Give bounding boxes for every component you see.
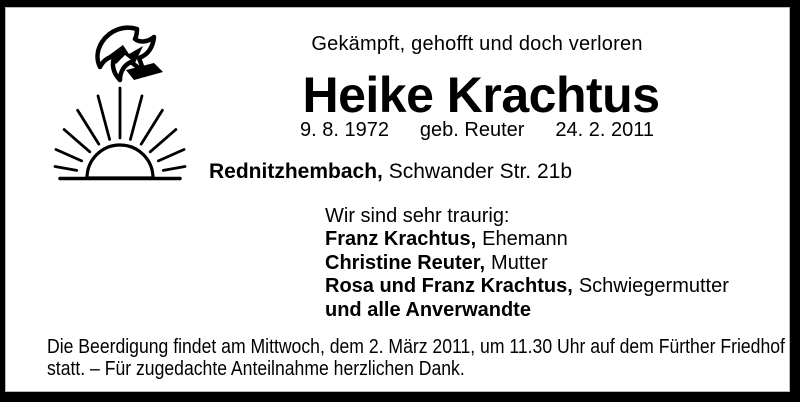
dove-icon [98,28,163,80]
residence-town: Rednitzhembach, [209,160,383,183]
mourner-name: Rosa und Franz Krachtus, [325,275,573,298]
residence-line [209,161,572,182]
mourner-role: Wir sind sehr traurig: [325,205,510,227]
mourner-name: Franz Krachtus, [325,228,477,251]
funeral-line: Die Beerdigung findet am Mittwoch, dem 2. März 2011, um 11.30 Uhr auf dem Fürther Friedhof [47,336,785,358]
dove-sun-logo [40,15,200,195]
mourner-line [325,205,729,228]
notice-sheet [5,7,790,392]
mourner-role: Ehemann [482,228,568,251]
mourners-list [325,205,729,322]
mourner-line [325,299,729,322]
mourner-line [325,275,729,298]
rising-sun-icon [55,88,185,179]
residence-street: Schwander Str. 21b [388,160,573,183]
funeral-line: statt. – Für zugedachte Anteilnahme herzlichen Dank. [47,358,465,380]
mourner-role: Mutter [491,251,548,274]
deceased-name: Heike Krachtus [302,67,660,123]
epigraph: Gekämpft, gehofft und doch verloren [311,33,643,55]
mourner-role: Schwiegermutter [578,275,729,298]
funeral-info [47,336,785,380]
maiden-name: geb. Reuter [419,119,525,141]
mourner-name: Christine Reuter, [325,251,486,274]
birth-date: 9. 8. 1972 [300,119,389,141]
dates-row [300,120,654,140]
mourner-line [325,228,729,251]
death-date: 24. 2. 2011 [555,119,654,141]
mourner-line [325,252,729,275]
mourner-name: und alle Anverwandte [325,298,531,321]
